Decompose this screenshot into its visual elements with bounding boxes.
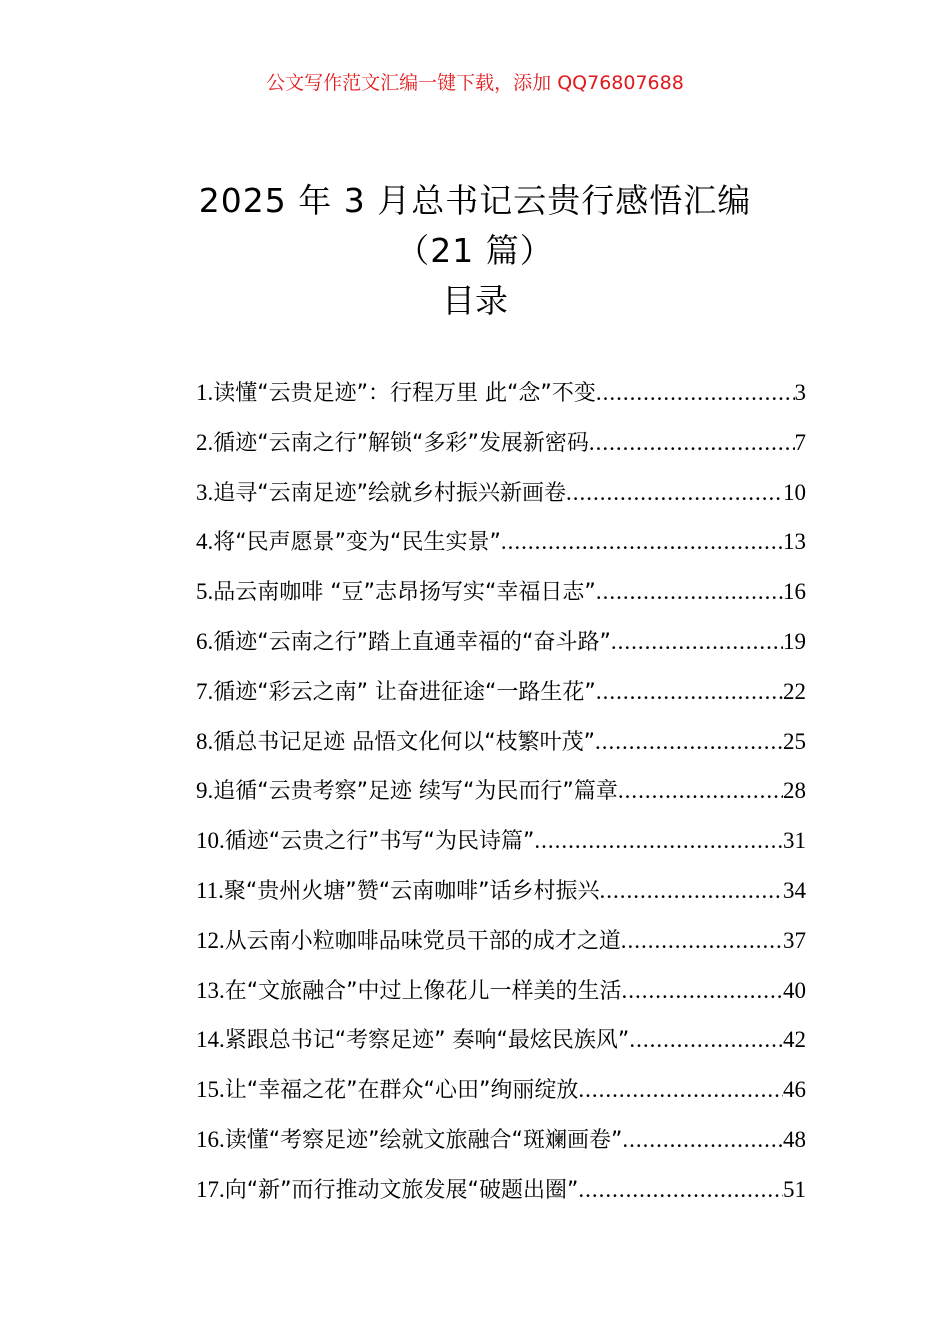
toc-entry-page-number: 3 xyxy=(794,380,806,405)
toc-entry-number: 2. xyxy=(196,429,214,455)
toc-entry-title: 循迹“云南之行”解锁“多彩”发展新密码 xyxy=(213,430,589,456)
toc-entry-number: 16. xyxy=(196,1126,225,1152)
toc-entry-leader-dots xyxy=(629,1027,783,1053)
download-notice: 公文写作范文汇编一键下载，添加 QQ76807688 xyxy=(266,72,684,94)
toc-entry-number: 5. xyxy=(196,579,214,605)
toc-entry-leader-dots xyxy=(621,928,783,954)
toc-entry-number: 3. xyxy=(196,479,214,505)
toc-entry-title: 循迹“云南之行”踏上直通幸福的“奋斗路” xyxy=(213,629,611,655)
toc-entry-number: 10. xyxy=(196,828,225,854)
toc-entry[interactable] xyxy=(196,1073,806,1123)
toc-entry[interactable] xyxy=(196,625,806,675)
toc-entry-title: 从云南小粒咖啡品味党员干部的成才之道 xyxy=(224,928,621,954)
toc-heading: 目录 xyxy=(442,281,508,320)
toc-entry-leader-dots xyxy=(611,629,783,655)
title-block xyxy=(0,176,950,326)
toc-entry-number: 1. xyxy=(196,380,214,405)
toc-entry[interactable] xyxy=(196,476,806,526)
toc-entry-page-number: 13 xyxy=(783,529,806,555)
toc-entry[interactable] xyxy=(196,376,806,426)
toc-entry-page-number: 16 xyxy=(783,579,806,605)
toc-entry[interactable] xyxy=(196,874,806,924)
toc-entry[interactable] xyxy=(196,675,806,725)
toc-entry-page-number: 19 xyxy=(783,628,806,654)
document-title: 2025 年 3 月总书记云贵行感悟汇编 xyxy=(198,181,752,220)
toc-entry-leader-dots xyxy=(534,828,783,854)
toc-entry-title: 紧跟总书记“考察足迹” 奏响“最炫民族风” xyxy=(224,1028,630,1054)
toc-entry[interactable] xyxy=(196,525,806,575)
toc-entry-number: 13. xyxy=(196,977,225,1003)
toc-entry-page-number: 25 xyxy=(783,728,806,754)
document-subtitle: （21 篇） xyxy=(396,231,554,270)
toc-entry-title: 读懂“云贵足迹”：行程万里 此“念”不变 xyxy=(213,381,596,406)
toc-entry-leader-dots xyxy=(595,729,783,755)
toc-entry[interactable] xyxy=(196,1023,806,1073)
toc-entry-page-number: 48 xyxy=(783,1126,806,1152)
toc-entry-page-number: 51 xyxy=(783,1176,806,1202)
table-of-contents xyxy=(196,376,806,1223)
toc-entry-number: 6. xyxy=(196,628,214,654)
toc-entry-page-number: 46 xyxy=(783,1077,806,1103)
toc-entry-number: 14. xyxy=(196,1027,225,1053)
toc-entry-page-number: 28 xyxy=(783,778,806,804)
toc-entry-page-number: 42 xyxy=(783,1027,806,1053)
toc-entry-leader-dots xyxy=(501,529,783,555)
toc-entry-leader-dots xyxy=(589,430,795,456)
toc-entry-leader-dots xyxy=(596,380,795,406)
toc-entry-title: 追循“云贵考察”足迹 续写“为民而行”篇章 xyxy=(213,779,618,805)
toc-entry[interactable] xyxy=(196,1173,806,1223)
toc-entry-number: 8. xyxy=(196,728,214,754)
toc-entry-leader-dots xyxy=(578,1077,783,1103)
toc-entry-page-number: 40 xyxy=(783,977,806,1003)
toc-entry-page-number: 7 xyxy=(794,429,806,455)
toc-entry-title: 向“新”而行推动文旅发展“破题出圈” xyxy=(224,1177,579,1203)
toc-entry-title: 循迹“彩云之南” 让奋进征途“一路生花” xyxy=(213,679,596,705)
toc-entry-title: 读懂“考察足迹”绘就文旅融合“斑斓画卷” xyxy=(224,1127,623,1153)
toc-entry[interactable] xyxy=(196,924,806,974)
toc-entry-number: 4. xyxy=(196,529,214,555)
toc-entry[interactable] xyxy=(196,725,806,775)
toc-entry-title: 品云南咖啡 “豆”志昂扬写实“幸福日志” xyxy=(213,580,596,606)
toc-entry[interactable] xyxy=(196,1123,806,1173)
toc-entry-number: 9. xyxy=(196,778,214,804)
toc-entry[interactable] xyxy=(196,426,806,476)
toc-entry-leader-dots xyxy=(566,480,783,506)
toc-entry-leader-dots xyxy=(596,579,783,605)
toc-entry-page-number: 34 xyxy=(783,877,806,903)
toc-entry-title: 将“民声愿景”变为“民生实景” xyxy=(213,530,501,556)
toc-entry-number: 12. xyxy=(196,927,225,953)
toc-entry-number: 17. xyxy=(196,1176,225,1202)
toc-entry-number: 7. xyxy=(196,678,214,704)
toc-entry[interactable] xyxy=(196,774,806,824)
toc-entry-page-number: 37 xyxy=(783,927,806,953)
toc-entry-leader-dots xyxy=(596,679,783,705)
toc-entry[interactable] xyxy=(196,575,806,625)
toc-entry-title: 让“幸福之花”在群众“心田”绚丽绽放 xyxy=(224,1078,579,1104)
toc-entry-number: 15. xyxy=(196,1077,225,1103)
toc-entry-page-number: 22 xyxy=(783,678,806,704)
toc-entry-number: 11. xyxy=(196,877,224,903)
toc-entry[interactable] xyxy=(196,974,806,1024)
toc-entry-title: 追寻“云南足迹”绘就乡村振兴新画卷 xyxy=(213,480,567,506)
toc-entry-page-number: 10 xyxy=(783,479,806,505)
toc-entry-leader-dots xyxy=(618,778,783,804)
toc-entry-title: 聚“贵州火塘”赞“云南咖啡”话乡村振兴 xyxy=(223,878,600,904)
toc-entry-title: 在“文旅融合”中过上像花儿一样美的生活 xyxy=(224,978,622,1004)
toc-entry-title: 循迹“云贵之行”书写“为民诗篇” xyxy=(224,829,535,855)
toc-entry[interactable] xyxy=(196,824,806,874)
toc-entry-title: 循总书记足迹 品悟文化何以“枝繁叶茂” xyxy=(213,729,596,755)
toc-entry-leader-dots xyxy=(578,1177,783,1203)
toc-entry-leader-dots xyxy=(622,1127,783,1153)
toc-entry-leader-dots xyxy=(600,878,784,904)
toc-entry-page-number: 31 xyxy=(783,828,806,854)
toc-entry-leader-dots xyxy=(622,978,783,1004)
